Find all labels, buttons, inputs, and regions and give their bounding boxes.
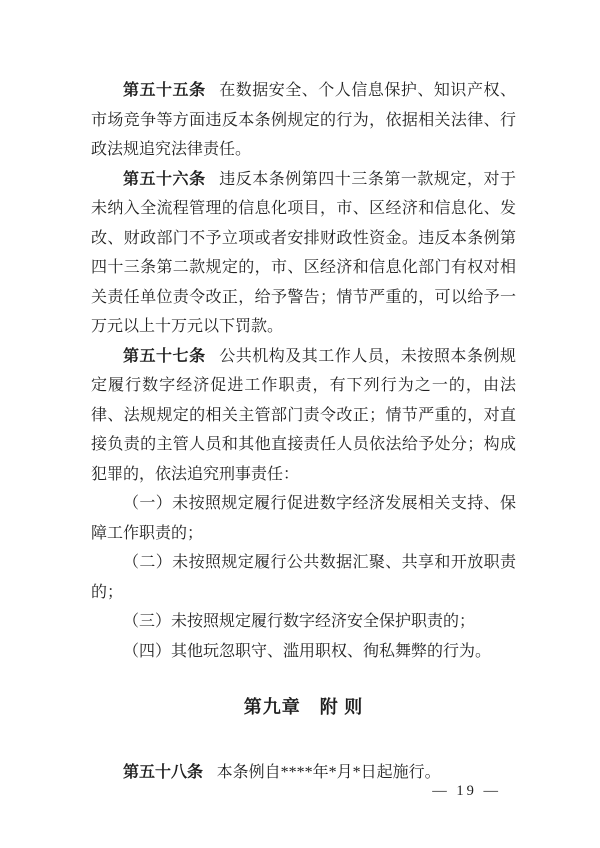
article-58-text: 本条例自****年*月*日起施行。 bbox=[216, 763, 441, 781]
page-content bbox=[91, 76, 516, 787]
article-57-number: 第五十七条 bbox=[123, 347, 206, 365]
article-56-paragraph bbox=[91, 165, 516, 342]
article-58-number: 第五十八条 bbox=[123, 763, 204, 781]
list-item-2: （二）未按照规定履行公共数据汇聚、共享和开放职责的； bbox=[91, 554, 516, 601]
list-item-4: （四）其他玩忽职守、滥用职权、徇私舞弊的行为。 bbox=[123, 642, 492, 660]
article-56-text: 违反本条例第四十三条第一款规定，对于未纳入全流程管理的信息化项目，市、区经济和信息化、发改、财政部门不予立项或者安排财政性资金。违反本条例第四十三条第二款规定的，市、区经济和信息化部门有权对相关责任单位责令改正，给予警告；情节严重的，可以给予一万元以上十万元以下罚款。 bbox=[91, 170, 516, 335]
list-item-3: （三）未按照规定履行数字经济安全保护职责的； bbox=[123, 613, 476, 630]
list-item-1: （一）未按照规定履行促进数字经济发展相关支持、保障工作职责的； bbox=[91, 495, 516, 542]
article-57-paragraph bbox=[91, 342, 516, 490]
page-number: — 19 — bbox=[432, 783, 501, 799]
article-55-number: 第五十五条 bbox=[123, 82, 206, 99]
article-56-number: 第五十六条 bbox=[123, 170, 206, 188]
article-55-paragraph bbox=[91, 76, 516, 165]
article-57-text: 公共机构及其工作人员，未按照本条例规定履行数字经济促进工作职责，有下列行为之一的，由法律、法规规定的相关主管部门责令改正；情节严重的，对直接负责的主管人员和其他直接责任人员依法给予处分；构成犯罪的，依法追究刑事责任： bbox=[91, 347, 516, 483]
chapter-heading: 第九章 附 则 bbox=[243, 697, 364, 717]
article-55-text: 在数据安全、个人信息保护、知识产权、市场竞争等方面违反本条例规定的行为，依据相关法律、行政法规追究法律责任。 bbox=[91, 82, 516, 158]
